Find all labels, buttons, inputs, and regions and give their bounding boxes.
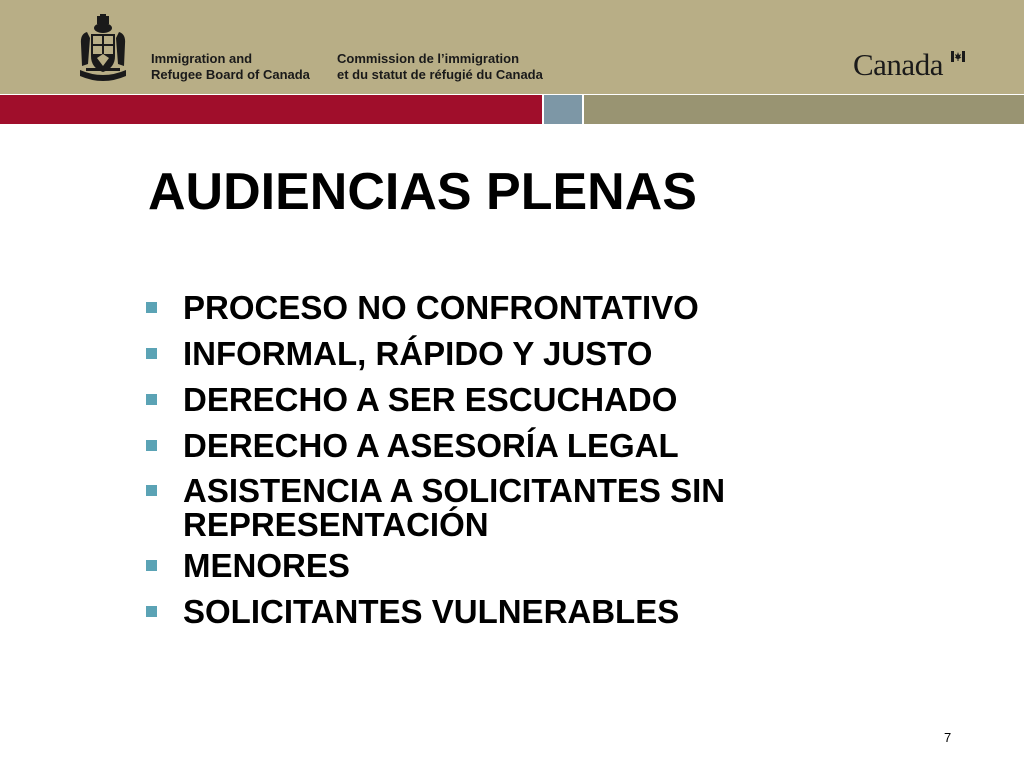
bullet-marker-icon (146, 348, 157, 359)
coat-of-arms-icon (78, 14, 128, 84)
bullet-marker-icon (146, 394, 157, 405)
bullet-text: SOLICITANTES VULNERABLES (183, 593, 680, 630)
canada-wordmark (853, 48, 965, 82)
canada-flag-icon (951, 51, 965, 62)
stripe-olive-segment (584, 95, 1024, 124)
org-name-french (337, 51, 543, 83)
org-en-line1: Immigration and (151, 51, 253, 66)
bullet-marker-icon (146, 485, 157, 496)
bullet-marker-icon (146, 606, 157, 617)
bullet-text: PROCESO NO CONFRONTATIVO (183, 289, 699, 326)
org-fr-line1: Commission de l’immigration (337, 51, 520, 66)
stripe-red-segment (0, 95, 542, 124)
slide-title: AUDIENCIAS PLENAS (148, 163, 697, 221)
list-item (146, 427, 906, 464)
bullet-text: MENORES (183, 547, 350, 584)
org-en-line2: Refugee Board of Canada (151, 67, 310, 82)
list-item (146, 289, 906, 326)
org-name-english (151, 51, 310, 83)
bullet-marker-icon (146, 302, 157, 313)
page-number: 7 (944, 730, 952, 745)
list-item (146, 547, 906, 584)
bullet-text: DERECHO A SER ESCUCHADO (183, 381, 678, 418)
bullet-marker-icon (146, 440, 157, 451)
bullet-text: INFORMAL, RÁPIDO Y JUSTO (183, 335, 653, 372)
org-fr-line2: et du statut de réfugié du Canada (337, 67, 543, 82)
list-item (146, 335, 906, 372)
list-item (146, 593, 906, 630)
list-item (146, 474, 906, 542)
bullet-text: ASISTENCIA A SOLICITANTES SIN REPRESENTACIÓN (183, 472, 726, 543)
stripe-blue-segment (544, 95, 582, 124)
list-item (146, 381, 906, 418)
bullet-list (146, 289, 906, 646)
color-stripe (0, 95, 1024, 124)
wordmark-text: Canada (853, 47, 943, 82)
bullet-marker-icon (146, 560, 157, 571)
header-band (0, 0, 1024, 95)
bullet-text: DERECHO A ASESORÍA LEGAL (183, 427, 679, 464)
